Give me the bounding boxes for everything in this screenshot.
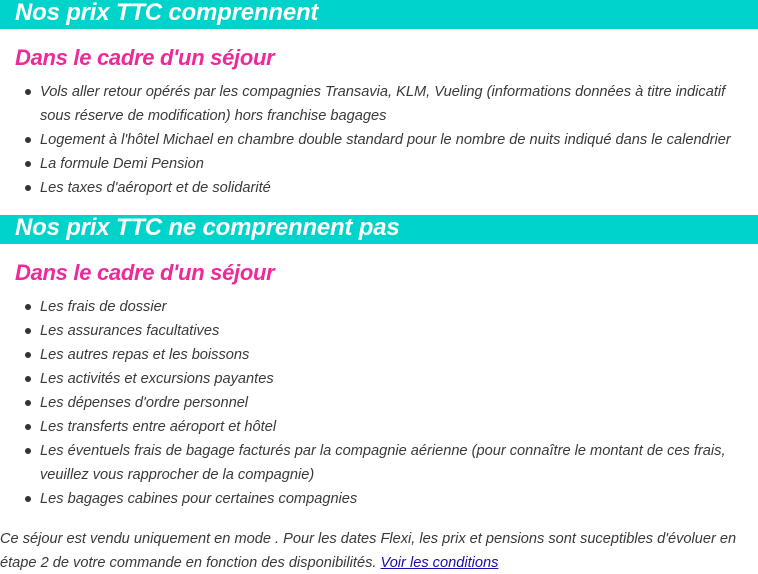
included-banner	[0, 0, 758, 29]
list-item: La formule Demi Pension	[0, 152, 758, 176]
list-item: Les frais de dossier	[0, 295, 758, 319]
list-item: Les activités et excursions payantes	[0, 367, 758, 391]
included-list	[0, 80, 758, 200]
list-item: Logement à l'hôtel Michael en chambre double standard pour le nombre de nuits indiqué dans le calendrier	[0, 128, 758, 152]
footer-text: Ce séjour est vendu uniquement en mode . Pour les dates Flexi, les prix et pensions sont suceptibles d'évoluer en étape 2 de votre commande en fonction des disponibilités.	[0, 531, 737, 571]
included-subtitle: Dans le cadre d'un séjour	[15, 45, 275, 70]
list-item: Les éventuels frais de bagage facturés par la compagnie aérienne (pour connaître le montant de ces frais, veuillez vous rapprocher de la compagnie)	[0, 439, 758, 487]
excluded-title: Nos prix TTC ne comprennent pas	[15, 214, 400, 241]
excluded-banner	[0, 215, 758, 244]
list-item: Les transferts entre aéroport et hôtel	[0, 415, 758, 439]
conditions-link[interactable]: Voir les conditions	[380, 555, 499, 571]
included-title: Nos prix TTC comprennent	[15, 0, 319, 26]
footer-note	[0, 527, 758, 574]
list-item: Les dépenses d'ordre personnel	[0, 391, 758, 415]
list-item: Vols aller retour opérés par les compagnies Transavia, KLM, Vueling (informations données à titre indicatif sous réserve de modification) hors franchise bagages	[0, 80, 758, 128]
list-item: Les bagages cabines pour certaines compagnies	[0, 487, 758, 511]
list-item: Les taxes d'aéroport et de solidarité	[0, 176, 758, 200]
excluded-list	[0, 295, 758, 511]
list-item: Les autres repas et les boissons	[0, 343, 758, 367]
list-item: Les assurances facultatives	[0, 319, 758, 343]
excluded-subtitle: Dans le cadre d'un séjour	[15, 260, 275, 285]
